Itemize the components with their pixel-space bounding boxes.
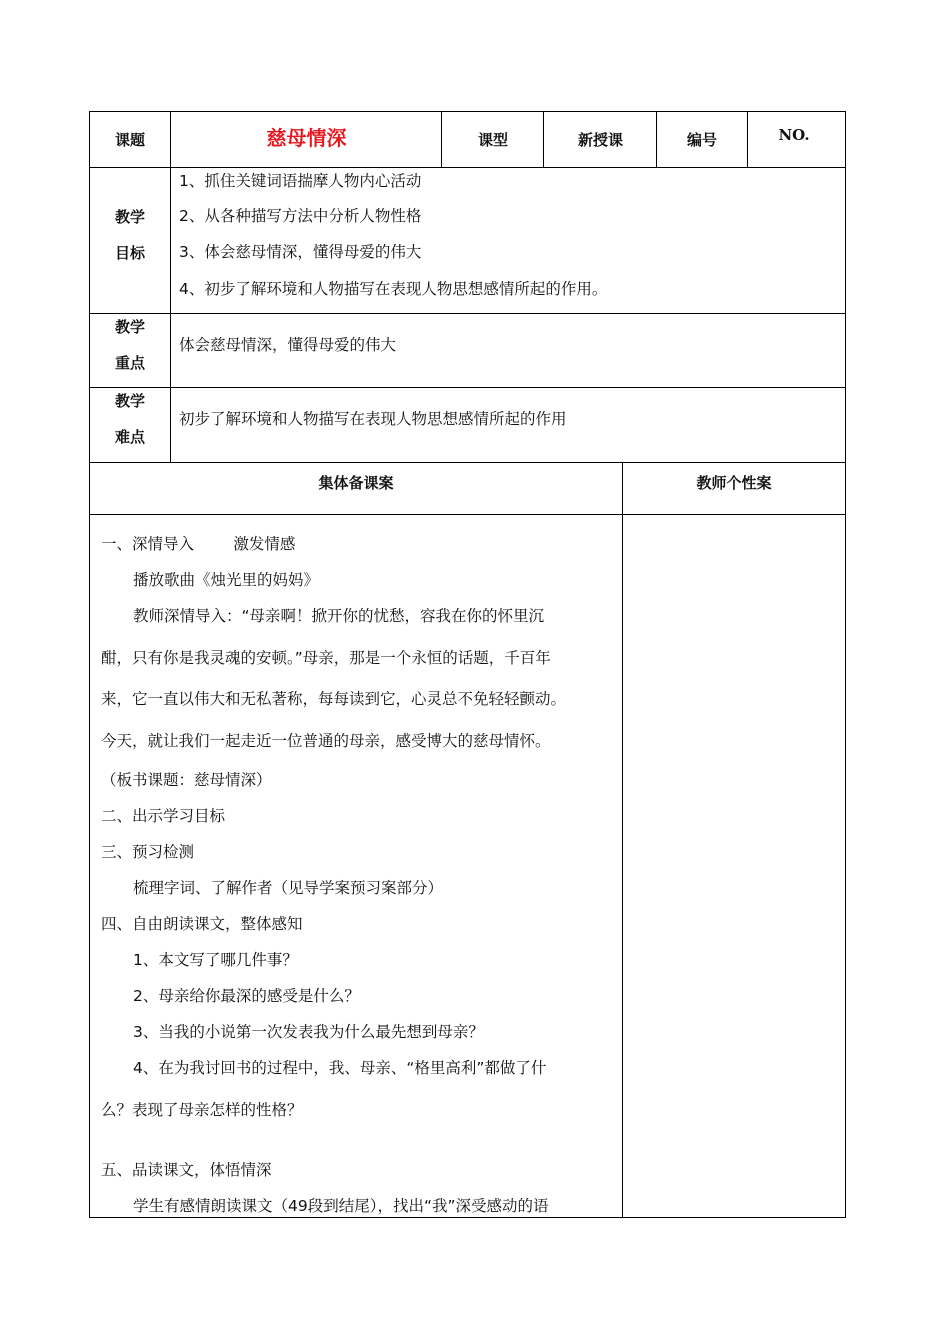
section-1-title: 一、深情导入 激发情感	[101, 535, 296, 553]
question-item: 2、母亲给你最深的感受是什么？	[133, 987, 360, 1005]
goal-item: 2、从各种描写方法中分析人物性格	[179, 207, 422, 225]
question-item: 1、本文写了哪几件事？	[133, 951, 298, 969]
focus-label-2: 重点	[114, 354, 145, 372]
difficulty-text: 初步了解环境和人物描写在表现人物思想感情所起的作用	[179, 410, 567, 428]
table-border-top	[89, 111, 846, 112]
question-item: 4、在为我讨回书的过程中，我、母亲、“格里高利”都做了什	[133, 1059, 547, 1077]
section-3-title: 三、预习检测	[101, 843, 195, 861]
section-1-song: 播放歌曲《烛光里的妈妈》	[133, 571, 320, 589]
section-2-title: 二、出示学习目标	[101, 807, 226, 825]
personal-plan-header: 教师个性案	[696, 474, 772, 492]
difficulty-label-1: 教学	[114, 392, 145, 410]
section-4-title: 四、自由朗读课文，整体感知	[101, 915, 303, 933]
row-divider	[89, 462, 846, 463]
number-label: 编号	[686, 131, 717, 149]
collective-plan-header: 集体备课案	[318, 474, 394, 492]
focus-label-1: 教学	[114, 318, 145, 336]
section-1-paragraph: 今天，就让我们一起走近一位普通的母亲，感受博大的慈母情怀。	[101, 732, 551, 750]
goal-item: 3、体会慈母情深，懂得母爱的伟大	[179, 243, 422, 261]
type-label: 课型	[477, 131, 508, 149]
goal-item: 4、初步了解环境和人物描写在表现人物思想感情所起的作用。	[179, 280, 608, 298]
row-divider	[89, 167, 846, 168]
question-item: 3、当我的小说第一次发表我为什么最先想到母亲？	[133, 1023, 484, 1041]
question-item: 么？表现了母亲怎样的性格？	[101, 1101, 303, 1119]
table-border-right	[845, 111, 846, 1218]
plan-column-divider	[622, 462, 623, 1218]
topic-label: 课题	[114, 131, 145, 149]
row-divider	[89, 313, 846, 314]
section-5-paragraph: 学生有感情朗读课文（49段到结尾），找出“我”深受感动的语	[133, 1197, 549, 1215]
row-divider	[89, 514, 846, 515]
number-value: NO.	[778, 126, 810, 144]
table-border-bottom	[89, 1217, 846, 1218]
type-value: 新授课	[577, 131, 623, 149]
label-column-divider	[170, 111, 171, 462]
goals-label-2: 目标	[114, 244, 145, 262]
section-5-title: 五、品读课文，体悟情深	[101, 1161, 272, 1179]
lesson-title: 慈母情深	[266, 126, 347, 150]
section-1-paragraph: 酣，只有你是我灵魂的安顿。”母亲，那是一个永恒的话题，千百年	[101, 649, 551, 667]
goal-item: 1、抓住关键词语揣摩人物内心活动	[179, 172, 422, 190]
section-1-paragraph: 教师深情导入：“母亲啊！掀开你的忧愁，容我在你的怀里沉	[133, 607, 545, 625]
row-divider	[89, 387, 846, 388]
goals-label-1: 教学	[114, 208, 145, 226]
section-1-board: （板书课题：慈母情深）	[101, 771, 272, 789]
difficulty-label-2: 难点	[114, 428, 145, 446]
section-3-item: 梳理字词、了解作者（见导学案预习案部分）	[133, 879, 444, 897]
section-1-paragraph: 来，它一直以伟大和无私著称，每每读到它，心灵总不免轻轻颤动。	[101, 690, 567, 708]
focus-text: 体会慈母情深，懂得母爱的伟大	[179, 336, 397, 354]
table-border-left	[89, 111, 90, 1218]
